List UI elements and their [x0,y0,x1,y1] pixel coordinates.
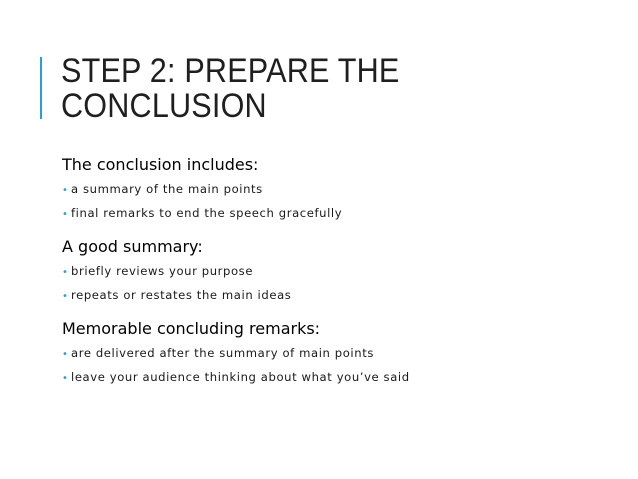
bullet-icon: • [62,349,69,360]
slide-body [62,154,622,390]
bullet-icon: • [62,267,69,278]
bullet-icon: • [62,373,69,384]
bullet-item [62,202,622,226]
bullet-item [62,178,622,202]
bullet-text: leave your audience thinking about what you’ve said [71,370,410,384]
bullet-icon: • [62,209,69,220]
bullet-text: are delivered after the summary of main points [71,346,374,360]
slide-title: STEP 2: PREPARE THE CONCLUSION [61,52,400,125]
title-accent-bar [40,57,42,119]
bullet-item [62,260,622,284]
bullet-item [62,366,622,390]
section-heading: Memorable concluding remarks: [62,319,321,338]
section-concluding-remarks [62,318,622,390]
bullet-icon: • [62,291,69,302]
bullet-text: final remarks to end the speech gracefully [71,206,343,220]
bullet-icon: • [62,185,69,196]
bullet-list [62,342,622,390]
bullet-text: briefly reviews your purpose [71,264,254,278]
section-heading: A good summary: [62,237,203,256]
bullet-list [62,178,622,226]
section-heading: The conclusion includes: [62,155,259,174]
section-good-summary [62,236,622,308]
bullet-list [62,260,622,308]
bullet-item [62,342,622,366]
section-conclusion-includes [62,154,622,226]
bullet-text: a summary of the main points [71,182,263,196]
bullet-item [62,284,622,308]
bullet-text: repeats or restates the main ideas [71,288,292,302]
